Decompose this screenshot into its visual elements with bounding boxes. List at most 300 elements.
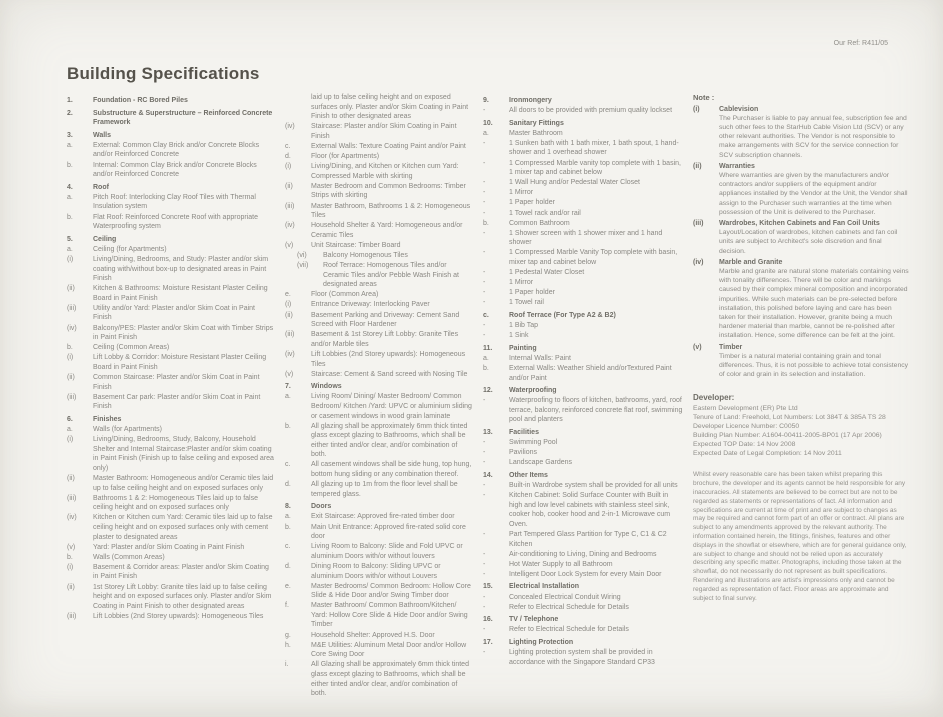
developer-line: Tenure of Land: Freehold, Lot Numbers: Lot 384T & 385A TS 28 [693, 414, 886, 422]
item-text: Walls (Common Areas) [93, 553, 165, 561]
item-marker: - [483, 603, 486, 611]
item-text: Facilities [509, 429, 539, 436]
spec-item [285, 122, 473, 141]
spec-column-1 [67, 93, 285, 622]
spec-column-3 [483, 93, 693, 668]
item-marker: a. [67, 141, 73, 149]
spec-item [483, 209, 683, 219]
spec-item [285, 631, 473, 641]
item-text: Yard: Plaster and/or Skim Coating in Paint Finish [93, 543, 245, 551]
item-marker: - [483, 139, 486, 147]
item-text: Exit Staircase: Approved fire-rated timber door [311, 513, 455, 521]
item-text: Walls [93, 131, 112, 139]
item-marker: (iii) [67, 612, 77, 620]
item-marker: b. [67, 553, 73, 561]
spec-item [483, 458, 683, 468]
spec-item [67, 255, 275, 284]
note-item-title: Wardrobes, Kitchen Cabinets and Fan Coil Units [719, 219, 880, 227]
item-text: Basement Car park: Plaster and/or Skim Coat in Paint Finish [93, 393, 261, 411]
item-marker: (v) [285, 241, 294, 249]
note-item-title: Cablevision [719, 105, 759, 113]
spec-item [285, 601, 473, 630]
spec-item [67, 96, 275, 106]
developer-section [693, 393, 909, 458]
item-marker: h. [285, 641, 291, 649]
item-text: Dining Room to Balcony: Sliding UPVC or aluminium Doors with/or without Louvers [311, 562, 441, 580]
spec-item [285, 562, 473, 581]
spec-item [67, 435, 275, 473]
note-item-marker: (iv) [693, 258, 704, 266]
spec-item [67, 353, 275, 372]
item-text: 1 Wall Hung and/or Pedestal Water Closet [509, 179, 640, 187]
item-text: All glazing up to 1m from the floor level shall be tempered glass. [311, 481, 458, 498]
spec-item [285, 261, 473, 290]
item-marker: g. [285, 631, 291, 639]
item-marker: i. [285, 661, 289, 669]
item-marker: - [483, 189, 486, 197]
item-text: 1 Paper holder [509, 289, 555, 297]
item-text: Balcony/PES: Plaster and/or Skim Coat with Timber Strips in Paint Finish [93, 324, 274, 342]
item-text: Common Staircase: Plaster and/or Skim Coat in Paint Finish [93, 374, 260, 391]
item-marker: a. [483, 354, 489, 362]
item-text: All Glazing shall be approximately 6mm thick tinted glass except glazing to Bathrooms, which shall be either tinted and/or clear, and/or combination of both. [311, 661, 469, 698]
item-text: Floor (Common Area) [311, 291, 379, 299]
item-marker: 5. [67, 235, 73, 243]
spec-item [67, 494, 275, 513]
item-text: 1 Towel rail [509, 299, 544, 307]
spec-item [67, 193, 275, 212]
item-marker: - [483, 322, 486, 330]
item-text: TV / Telephone [509, 616, 559, 624]
spec-item [285, 350, 473, 369]
item-text: Master Bedroom and Common Bedrooms: Timber Strips with skirting [311, 182, 466, 200]
spec-item [483, 593, 683, 603]
spec-item [285, 162, 473, 181]
note-heading: Note : [693, 93, 715, 102]
item-text: Staircase: Plaster and/or Skim Coating in Paint Finish [311, 123, 457, 140]
item-marker: 12. [483, 387, 493, 395]
spec-item [285, 202, 473, 221]
spec-item [285, 392, 473, 421]
spec-item [67, 213, 275, 232]
item-text: Kitchen & Bathrooms: Moisture Resistant Plaster Ceiling Board in Paint Finish [93, 285, 268, 302]
spec-item [285, 512, 473, 522]
spec-item [483, 248, 683, 267]
developer-line: Expected Date of Legal Completion: 14 Nov 2011 [693, 450, 842, 458]
spec-item [483, 364, 683, 383]
spec-item [285, 480, 473, 499]
note-item [693, 258, 909, 341]
item-marker: (i) [67, 255, 74, 263]
item-text: Utility and/or Yard: Plaster and/or Skim Coat in Paint Finish [93, 304, 255, 322]
item-marker: f. [285, 602, 289, 610]
item-text: 1 Pedestal Water Closet [509, 269, 585, 277]
item-text: Air-conditioning to Living, Dining and Bedrooms [509, 550, 657, 558]
spec-item [285, 660, 473, 698]
item-marker: b. [285, 523, 291, 531]
disclaimer-text: Whilst every reasonable care has been taken whilst preparing this brochure, the developer and its agents cannot be held responsible for any inaccuracies. All statements are believed to be correct but are not to be regarded as statements or representations of fact. All information and specifications are current at time of print and are subject to changes as may be required and cannot form part of an offer or contract. All plans are subject to any amendments approved by the relevant authority. The information contained herein, the fittings, finishes, features and other displays in the showflat or elsewhere, which are for general guidance only, are subject to change and should not be relied upon as accurately describing any specific matter. Photographs, including those taken at the showflat, do not necessarily do not represent as built specifications. Rendering and illustrations are artist's impressions only and cannot be regarded as representation of fact. Floor areas are approximate and subject to final survey. [693, 471, 907, 602]
item-text: 1 Towel rack and/or rail [509, 209, 581, 217]
item-marker: (i) [67, 354, 74, 362]
item-text: laid up to false ceiling height and on exposed surfaces only. Plaster and/or Skim Coating in Paint Finish to other designated areas [311, 94, 469, 121]
item-marker: a. [285, 513, 291, 521]
item-marker: - [483, 560, 486, 568]
item-marker: - [483, 289, 486, 297]
developer-lines [693, 404, 909, 458]
spec-item [67, 141, 275, 160]
item-text: All casement windows shall be side hung, top hung, bottom hung sliding or any combination thereof. [311, 461, 472, 479]
item-text: 1st Storey Lift Lobby: Granite tiles laid up to false ceiling height and on exposed surfaces only. Plaster and/or Skim Coating in Paint Finish to other designated areas [93, 583, 272, 610]
spec-item [67, 373, 275, 392]
spec-item [67, 415, 275, 425]
item-text: Living Room/ Dining/ Master Bedroom/ Common Bedroom/ Kitchen /Yard: UPVC or aluminium sliding or casement windows in wood grain laminate [311, 393, 472, 420]
item-marker: 7. [285, 383, 291, 391]
item-marker: - [483, 530, 486, 538]
item-marker: - [483, 626, 486, 634]
item-marker: (iv) [285, 350, 295, 358]
spec-item [483, 428, 683, 438]
item-text: Lighting Protection [509, 638, 574, 646]
developer-line: Eastern Development (ER) Pte Ltd [693, 405, 798, 413]
item-marker: b. [483, 219, 489, 227]
item-marker: (i) [67, 436, 74, 444]
spec-item [483, 638, 683, 648]
spec-item [483, 288, 683, 298]
spec-item [67, 235, 275, 245]
item-text: Living/Dining, and Kitchen or Kitchen cum Yard: Compressed Marble with skirting [311, 163, 459, 180]
item-text: Kitchen Cabinet: Solid Surface Counter with Built in high and low level cabinets with stainless steel sink, cooker hob, cooker hood and 2-in-1 Microwave cum Oven. [509, 492, 671, 528]
note-item-title: Timber [719, 343, 743, 351]
developer-line: Expected TOP Date: 14 Nov 2008 [693, 441, 796, 449]
item-text: Landscape Gardens [509, 459, 573, 467]
page-content [67, 64, 909, 699]
item-text: Master Bedrooms/ Common Bedroom: Hollow Core Slide & Hide Door and/or Swing Timber door [311, 582, 471, 600]
spec-item [483, 582, 683, 592]
note-item-marker: (ii) [693, 162, 702, 170]
item-marker: a. [67, 426, 73, 433]
spec-item [483, 481, 683, 491]
spec-item [483, 530, 683, 549]
note-item-marker: (i) [693, 105, 700, 113]
item-marker: - [483, 570, 486, 578]
item-text: Bathrooms 1 & 2: Homogeneous Tiles laid up to false ceiling height and on exposed surfaces only [93, 494, 258, 512]
item-marker: b. [285, 422, 291, 430]
item-marker: - [483, 439, 486, 447]
item-text: Household Shelter & Yard: Homogeneous and/or Ceramic Tiles [311, 222, 463, 239]
item-marker: - [483, 199, 486, 207]
item-marker: d. [285, 481, 291, 489]
item-marker: 8. [285, 503, 291, 511]
item-marker: - [483, 249, 486, 257]
spec-item [285, 93, 473, 122]
item-text: 1 Shower screen with 1 shower mixer and 1 hand shower [509, 229, 663, 247]
spec-item [285, 311, 473, 330]
item-text: Lift Lobbies (2nd Storey upwards): Homogeneous Tiles [311, 350, 466, 368]
spec-item [67, 563, 275, 582]
item-text: Internal: Common Clay Brick and/or Concrete Blocks and/or Reinforced Concrete [93, 161, 257, 179]
spec-item [483, 139, 683, 158]
item-marker: (ii) [67, 374, 75, 382]
item-marker: - [483, 648, 486, 656]
item-marker: (iii) [67, 494, 77, 502]
note-item-title: Marble and Granite [719, 258, 783, 266]
item-text: 1 Sunken bath with 1 bath mixer, 1 bath spout, 1 hand-shower and 1 overhead shower [509, 139, 679, 157]
note-item-marker: (v) [693, 343, 702, 351]
developer-line: Developer Licence Number: C0050 [693, 423, 800, 431]
item-text: Pavilions [509, 449, 538, 457]
spec-item [483, 615, 683, 625]
item-marker: (i) [285, 301, 292, 309]
item-marker: - [483, 159, 486, 167]
item-marker: (iv) [67, 514, 77, 522]
note-item-heading-row [693, 162, 909, 171]
note-item-body: Where warranties are given by the manufacturers and/or contractors and/or suppliers of the equipment and/or appliances installed by the Vendor at the Unit, the Vendor shall assign to the Purchaser such warranties at the time when possession of the Unit is delivered to the Purchaser. [719, 171, 908, 216]
item-marker: (ii) [67, 583, 75, 591]
spec-item [483, 491, 683, 529]
note-item-body: Layout/Location of wardrobes, kitchen cabinets and fan coil units are subject to Architect's sole discretion and final decision. [719, 229, 898, 255]
item-marker: (ii) [67, 285, 75, 293]
note-item-body: Marble and granite are natural stone materials containing veins with tonality differences. There will be color and markings caused by their complex mineral composition and incorporated impurities. While such materials can be pre-selected before installation, this polished before laying and care has been taken for their installation. However, granite being a much hardener material than marble, cannot be re-polished after installation. Hence, some difference can be felt at the joint. [719, 267, 909, 340]
item-text: Sanitary Fittings [509, 119, 564, 127]
item-text: Pitch Roof: Interlocking Clay Roof Tiles with Thermal Insulation system [93, 193, 256, 211]
item-text: Living/Dining, Bedrooms, Study, Balcony, Household Shelter and Internal Staircase:Plaster and/or skim coating in Paint Finish (Finish up to false ceiling and exposed area only) [93, 436, 274, 472]
spec-item [285, 370, 473, 380]
spec-item [483, 331, 683, 341]
item-text: Lift Lobbies (2nd Storey upwards): Homogeneous Tiles [93, 612, 264, 620]
item-text: 1 Mirror [509, 189, 534, 197]
spec-item [483, 396, 683, 425]
spec-item [67, 304, 275, 323]
item-text: Lift Lobby & Corridor: Moisture Resistant Plaster Ceiling Board in Paint Finish [93, 354, 267, 371]
note-item-heading-row [693, 219, 909, 228]
item-marker: (iv) [67, 324, 77, 332]
item-marker: - [483, 179, 486, 187]
spec-item [67, 109, 275, 128]
note-item-heading-row [693, 105, 909, 114]
item-text: Painting [509, 344, 537, 352]
item-text: Basement Parking and Driveway: Cement Sand Screed with Floor Hardener [311, 311, 460, 329]
spec-item [483, 159, 683, 178]
spec-item [67, 583, 275, 612]
item-marker: (iii) [285, 331, 295, 339]
spec-item [483, 448, 683, 458]
item-marker: d. [285, 562, 291, 570]
item-marker: - [483, 279, 486, 287]
spec-item [483, 560, 683, 570]
item-marker: 2. [67, 109, 73, 117]
note-item-body: The Purchaser is liable to pay annual fee, subscription fee and such other fees to the StarHub Cable Vision Ltd (SCV) or any other relevant authorities. The Vendor is not responsible to make arrangements with SCV for the service connection for SCV subscription channels. [719, 114, 907, 159]
item-marker: 9. [483, 97, 489, 104]
spec-item [285, 142, 473, 152]
spec-item [285, 330, 473, 349]
spec-column-2 [285, 93, 483, 699]
item-marker: b. [483, 364, 489, 372]
item-marker: 11. [483, 344, 493, 352]
item-marker: 16. [483, 616, 493, 624]
item-marker: (iii) [285, 202, 295, 210]
document-ref: Our Ref: R411/05 [833, 40, 888, 47]
item-marker: (v) [285, 370, 294, 378]
item-marker: 17. [483, 638, 493, 646]
spec-item [285, 641, 473, 660]
item-text: Main Unit Entrance: Approved fire-rated solid core door [311, 523, 466, 541]
note-item [693, 105, 909, 160]
item-marker: (ii) [67, 474, 75, 482]
item-text: Hot Water Supply to all Bathroom [509, 560, 613, 568]
spec-item [483, 471, 683, 481]
item-text: Master Bathroom: Homogeneous and/or Ceramic tiles laid up to false ceiling height and on exposed surfaces only [93, 474, 274, 492]
item-text: Basement & Corridor areas: Plaster and/or Skim Coating in Paint Finish [93, 563, 269, 581]
spec-item [285, 300, 473, 310]
developer-line: Building Plan Number: A1604-00411-2005-BP01 (17 Apr 2006) [693, 432, 882, 440]
item-text: Ceiling [93, 235, 117, 243]
item-marker: c. [285, 461, 291, 469]
item-text: Windows [311, 383, 342, 391]
note-list [693, 105, 909, 380]
item-marker: (iv) [285, 123, 295, 131]
item-marker [285, 93, 311, 122]
spec-item [285, 251, 473, 261]
item-text: Household Shelter: Approved H.S. Door [311, 631, 435, 639]
item-marker: - [483, 209, 486, 217]
spec-item [483, 550, 683, 560]
spec-item [483, 219, 683, 229]
spec-item [483, 298, 683, 308]
item-text: Waterproofing to floors of kitchen, bathrooms, yard, roof terrace, balcony, reinforced concrete flat roof, swimming pool and planters [509, 397, 683, 424]
item-marker: a. [67, 193, 73, 201]
item-marker: - [483, 107, 486, 115]
item-text: 1 Bib Tap [509, 322, 539, 330]
spec-item [483, 178, 683, 188]
item-marker: - [483, 397, 486, 405]
item-text: Floor (for Apartments) [311, 153, 380, 161]
item-marker: e. [285, 291, 291, 299]
item-marker: 13. [483, 429, 493, 436]
item-marker: d. [285, 153, 291, 161]
item-text: 1 Compressed Marble vanity top complete with 1 basin, 1 mixer tap and cabinet below [509, 159, 681, 177]
item-marker: 10. [483, 119, 493, 127]
spec-item [285, 502, 473, 512]
item-marker: (iii) [67, 304, 77, 312]
item-text: Living Room to Balcony: Slide and Fold UPVC or aluminium Doors with/or without louvers [311, 543, 463, 560]
item-text: Electrical Installation [509, 583, 580, 591]
spec-item [285, 182, 473, 201]
spec-item [67, 474, 275, 493]
item-text: All glazing shall be approximately 6mm thick tinted glass except glazing to Bathrooms, which shall be either tinted and/or clear, and/or combination of both. [311, 422, 468, 459]
spec-item [483, 354, 683, 364]
note-item-marker: (iii) [693, 219, 704, 227]
spec-item [483, 321, 683, 331]
spec-item [483, 198, 683, 208]
item-text: 1 Paper holder [509, 199, 555, 207]
item-text: Waterproofing [509, 387, 557, 395]
spec-item [285, 460, 473, 479]
item-text: Roof [93, 183, 109, 191]
item-text: External Walls: Weather Shield and/orTextured Paint and/or Paint [509, 364, 672, 382]
item-marker: - [483, 332, 486, 340]
item-text: Finishes [93, 415, 122, 423]
note-item-heading-row [693, 258, 909, 267]
spec-item [483, 229, 683, 248]
spec-item [67, 284, 275, 303]
item-marker: (iii) [67, 393, 77, 401]
item-marker: 6. [67, 415, 73, 423]
item-text: 1 Mirror [509, 279, 534, 287]
item-marker: 1. [67, 97, 73, 104]
item-text: Part Tempered Glass Partition for Type C, C1 & C2 Kitchen [509, 530, 667, 548]
spec-item [483, 386, 683, 396]
spec-item [483, 603, 683, 613]
item-text: Basement & 1st Storey Lift Lobby: Granite Tiles and/or Marble tiles [311, 331, 459, 348]
item-text: Master Bathroom [509, 129, 563, 137]
spec-item [67, 183, 275, 193]
item-marker: (vi) [297, 252, 307, 259]
spec-item [67, 393, 275, 412]
item-text: Foundation - RC Bored Piles [93, 97, 188, 104]
item-marker: 14. [483, 471, 493, 479]
item-marker: - [483, 449, 486, 457]
item-text: Concealed Electrical Conduit Wiring [509, 593, 621, 601]
item-text: Ceiling (Common Areas) [93, 344, 170, 352]
item-text: Substructure & Superstructure – Reinforced Concrete Framework [93, 109, 273, 127]
item-marker: 4. [67, 183, 73, 191]
spec-item [67, 131, 275, 141]
item-marker: b. [67, 161, 73, 169]
note-item-body: Timber is a natural material containing grain and tonal differences. Thus, it is not possible to achieve total consistency of color and grain in its selection and installation. [719, 352, 909, 379]
item-text: Walls (for Apartments) [93, 426, 162, 433]
item-text: Common Bathroom [509, 219, 570, 227]
item-text: Staircase: Cement & Sand screed with Nosing Tile [311, 370, 468, 378]
item-text: All doors to be provided with premium quality lockset [509, 107, 673, 115]
item-marker: b. [67, 213, 73, 221]
spec-item [67, 324, 275, 343]
item-text: Refer to Electrical Schedule for Details [509, 603, 629, 611]
item-text: External: Common Clay Brick and/or Concrete Blocks and/or Reinforced Concrete [93, 141, 260, 159]
item-text: Ironmongery [509, 97, 552, 104]
item-text: External Walls: Texture Coating Paint and/or Paint [311, 142, 466, 150]
item-marker: c. [483, 311, 489, 319]
spec-item [67, 425, 275, 435]
spec-item [285, 523, 473, 542]
item-text: Master Bathroom, Bathrooms 1 & 2: Homogeneous Tiles [311, 202, 471, 220]
spec-item [67, 612, 275, 622]
spec-item [483, 311, 683, 321]
item-marker: - [483, 593, 486, 601]
spec-item [483, 344, 683, 354]
item-marker: b. [67, 344, 73, 352]
item-text: M&E Utilities: Aluminum Metal Door and/or Hollow Core Swing Door [311, 641, 467, 659]
spec-item [67, 513, 275, 542]
item-text: Swimming Pool [509, 439, 558, 447]
item-text: Internal Walls: Paint [509, 354, 571, 362]
item-marker: - [483, 299, 486, 307]
item-marker: (v) [67, 543, 76, 551]
spec-item [285, 241, 473, 251]
item-marker: (iv) [285, 222, 295, 230]
item-text: Unit Staircase: Timber Board [311, 241, 401, 249]
spec-item [483, 278, 683, 288]
note-item-heading-row [693, 343, 909, 352]
item-marker: (i) [285, 163, 292, 171]
spec-item [67, 553, 275, 563]
note-column [693, 93, 909, 603]
item-marker: (ii) [285, 311, 293, 319]
item-text: Other Items [509, 471, 548, 479]
item-marker: c. [285, 142, 291, 150]
spec-item [483, 648, 683, 667]
item-marker: (i) [67, 563, 74, 571]
spec-item [483, 188, 683, 198]
